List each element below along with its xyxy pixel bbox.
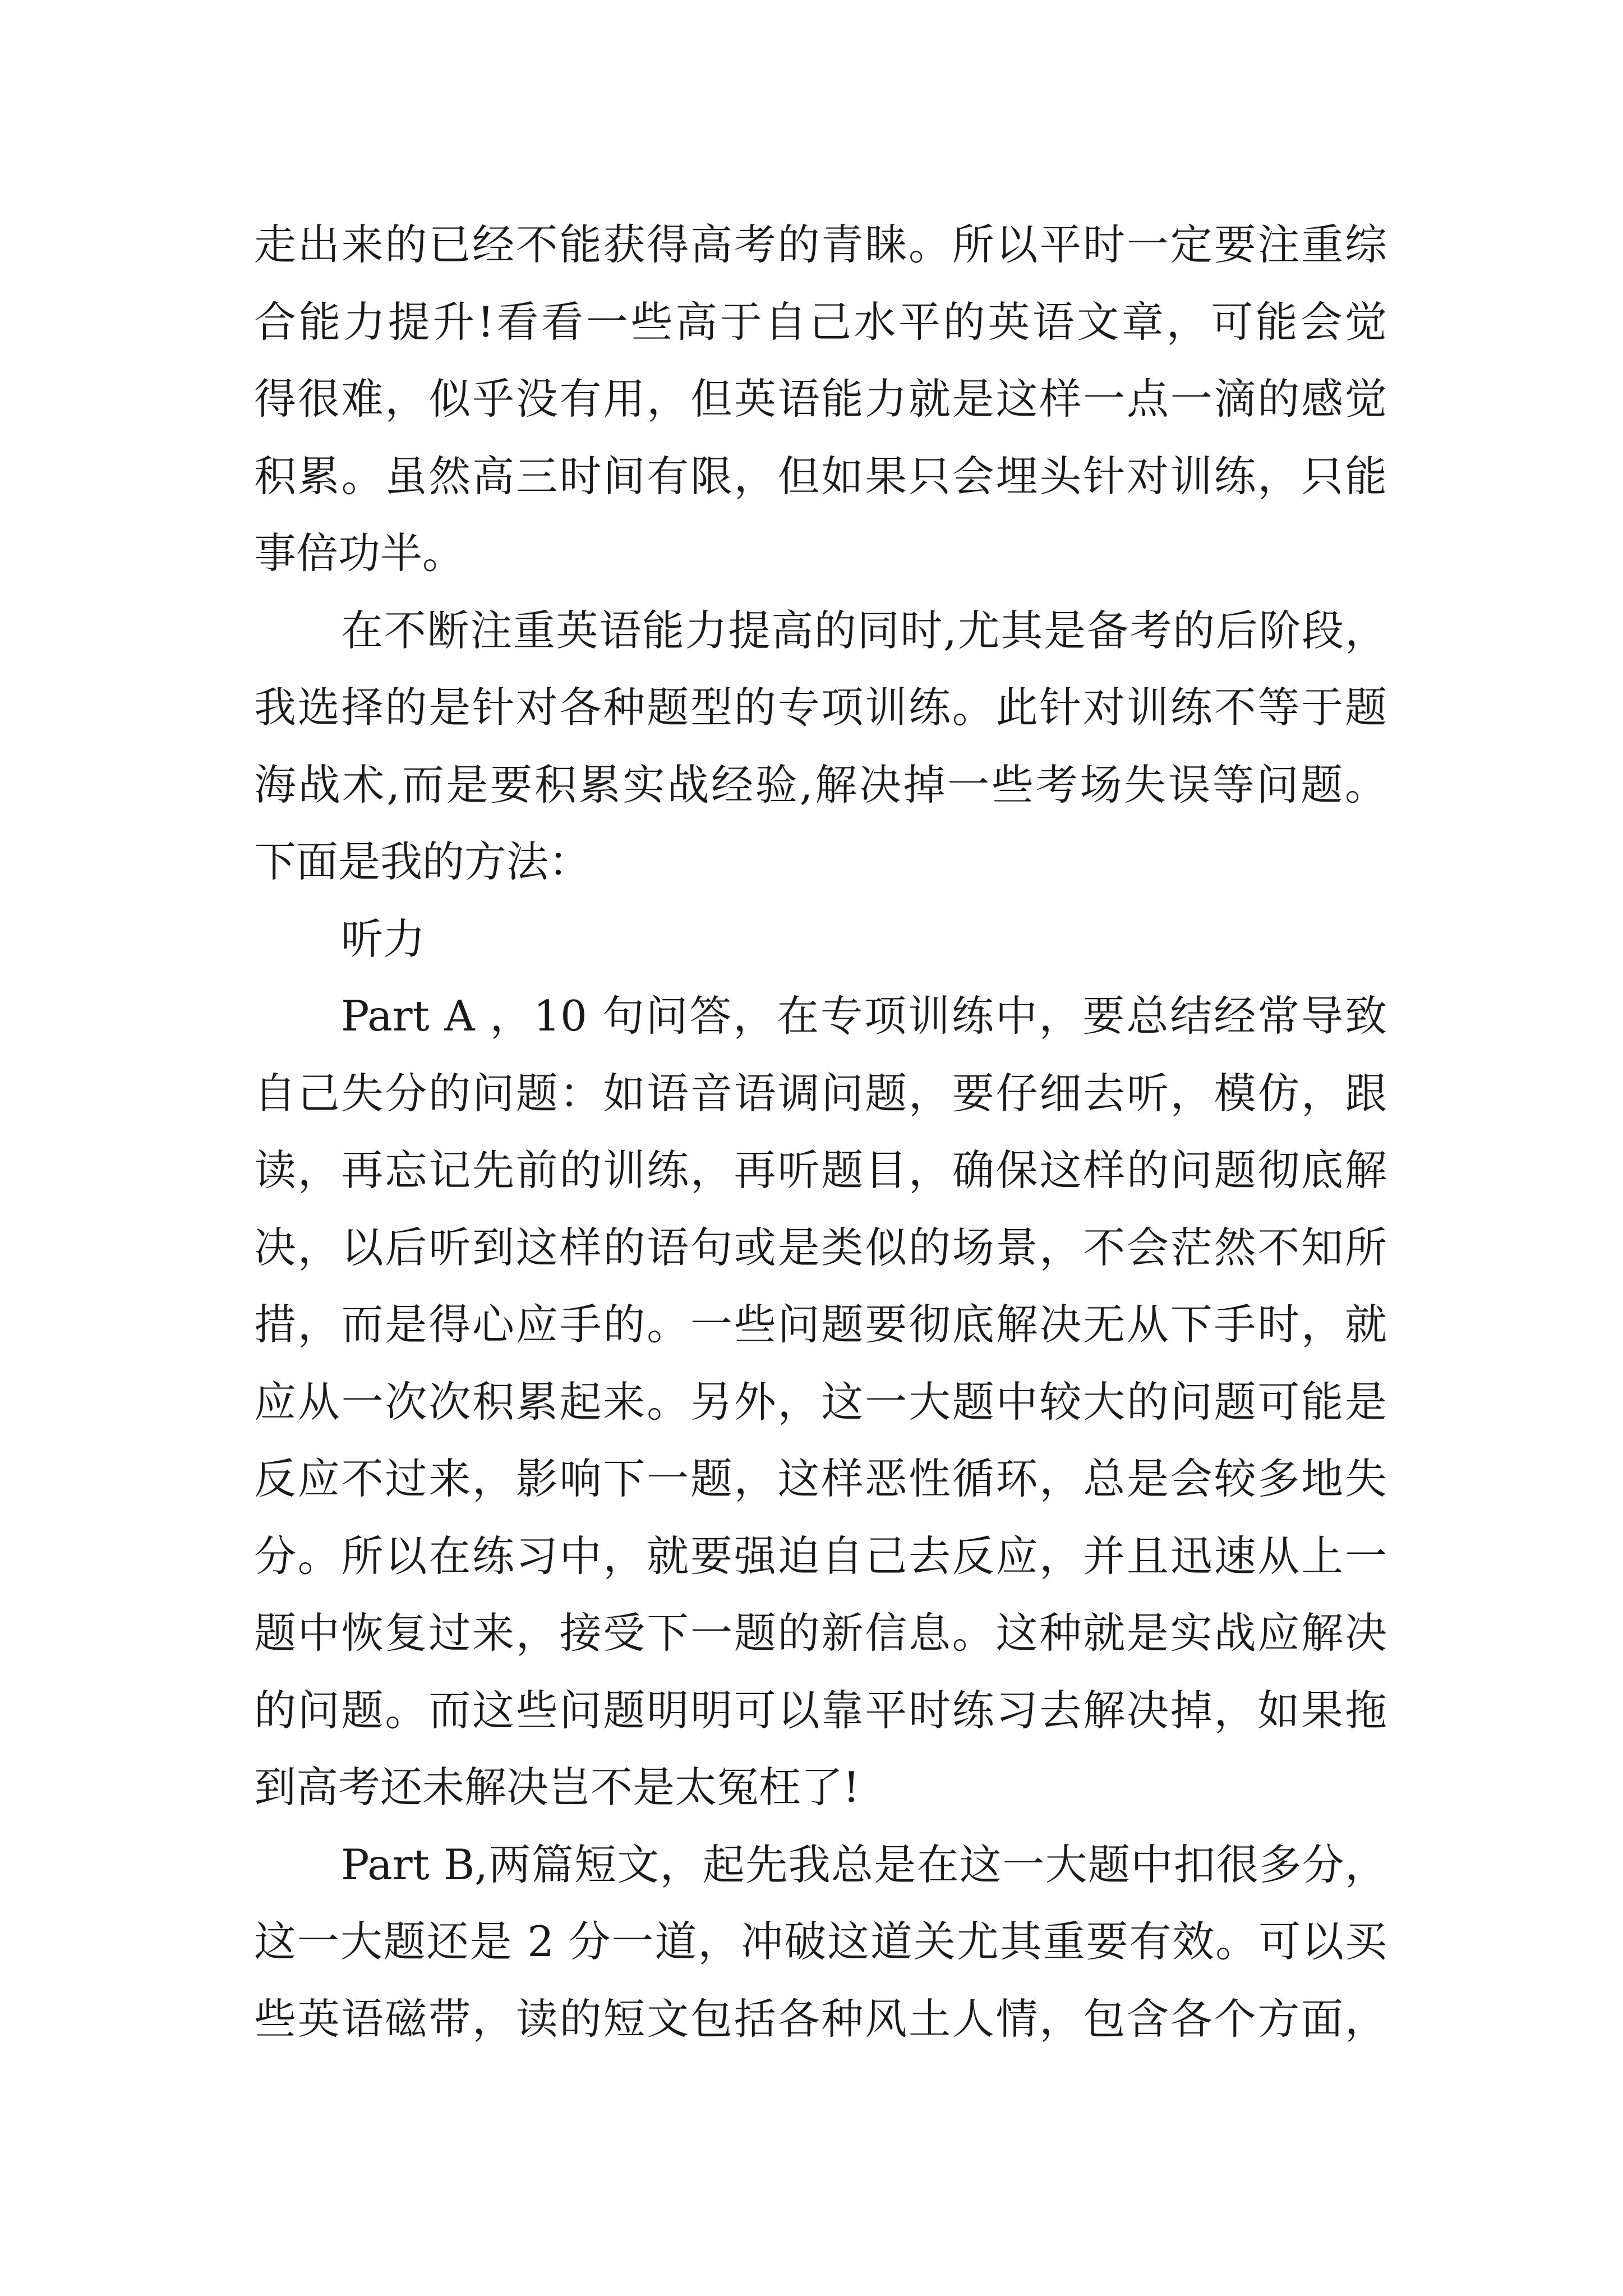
- text-line: 读，再忘记先前的训练，再听题目，确保这样的问题彻底解: [254, 1145, 1387, 1195]
- text-line: 得很难，似乎没有用，但英语能力就是这样一点一滴的感觉: [254, 374, 1387, 424]
- text-line: 措，而是得心应手的。一些问题要彻底解决无从下手时，就: [254, 1300, 1387, 1349]
- text-line: 决，以后听到这样的语句或是类似的场景，不会茫然不知所: [254, 1222, 1387, 1272]
- text-line: 到高考还未解决岂不是太冤枉了!: [254, 1763, 860, 1812]
- text-line: 听力: [341, 914, 426, 964]
- text-line: 的问题。而这些问题明明可以靠平时练习去解决掉，如果拖: [254, 1685, 1387, 1735]
- text-line: Part B,两篇短文，起先我总是在这一大题中扣很多分，: [341, 1839, 1387, 1889]
- text-line: 在不断注重英语能力提高的同时,尤其是备考的后阶段，: [341, 605, 1387, 655]
- paragraph: [254, 1826, 1387, 2058]
- text-line: 我选择的是针对各种题型的专项训练。此针对训练不等于题: [254, 683, 1387, 732]
- document-body: [254, 206, 1387, 2058]
- text-line: 这一大题还是 2 分一道，冲破这道关尤其重要有效。可以买: [254, 1917, 1387, 1966]
- text-line: 海战术,而是要积累实战经验,解决掉一些考场失误等问题。: [254, 760, 1387, 809]
- text-line: 走出来的已经不能获得高考的青睐。所以平时一定要注重综: [254, 220, 1387, 269]
- paragraph: [254, 206, 1387, 592]
- text-line: 题中恢复过来，接受下一题的新信息。这种就是实战应解决: [254, 1608, 1387, 1658]
- text-line: 自己失分的问题：如语音语调问题，要仔细去听，模仿，跟: [254, 1068, 1387, 1118]
- text-line: 分。所以在练习中，就要强迫自己去反应，并且迅速从上一: [254, 1531, 1387, 1581]
- text-line: 些英语磁带，读的短文包括各种风土人情，包含各个方面，: [254, 1994, 1387, 2044]
- section-heading: [254, 901, 1387, 978]
- text-line: 事倍功半。: [254, 528, 465, 578]
- text-line: Part A ，10 句问答，在专项训练中，要总结经常导致: [341, 991, 1387, 1041]
- text-line: 反应不过来，影响下一题，这样恶性循环，总是会较多地失: [254, 1454, 1387, 1503]
- text-line: 下面是我的方法：: [254, 837, 591, 886]
- text-line: 积累。虽然高三时间有限，但如果只会埋头针对训练，只能: [254, 451, 1387, 501]
- paragraph: [254, 978, 1387, 1826]
- paragraph: [254, 592, 1387, 901]
- text-line: 合能力提升!看看一些高于自己水平的英语文章，可能会觉: [254, 297, 1387, 347]
- text-line: 应从一次次积累起来。另外，这一大题中较大的问题可能是: [254, 1377, 1387, 1427]
